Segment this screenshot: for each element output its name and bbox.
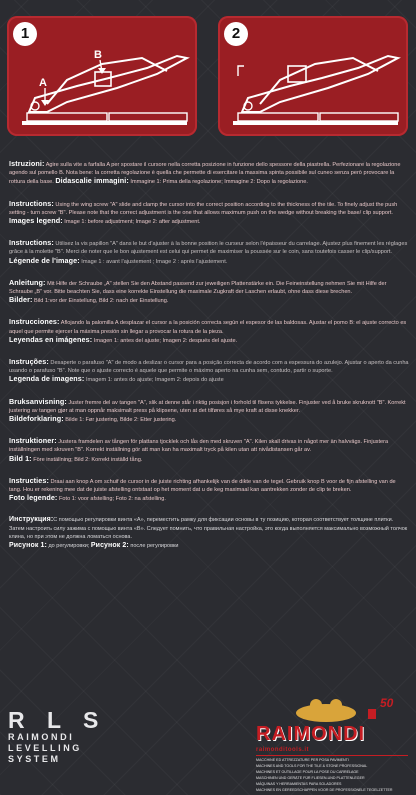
tile-leveling-pliers-illustration xyxy=(7,16,197,136)
mascot-head-shape xyxy=(310,699,322,711)
instruction-label: Instrucciones: xyxy=(9,317,60,327)
instruction-text: Desaperte o parafuso "A" de modo a deslizar o cursor para a posição correcta de acordo com a espessura do azulejo. Ajustar o aperto da cunha usando o parafuso "B". Note que o ajuste correcto é aquele que permite o máximo aperto na cunha sem, contudo, partir o suporte. xyxy=(9,360,409,375)
instruction-label: Instructions: xyxy=(9,198,54,208)
instructions-section xyxy=(9,160,409,563)
anniversary-badge: 50 xyxy=(380,696,394,710)
instruction-label: Instruções: xyxy=(9,357,49,367)
rls-line: LEVELLING xyxy=(8,743,82,753)
illustration-before-adjustment xyxy=(7,16,197,136)
legend-label: Bild 1: xyxy=(9,453,32,463)
legend-text: Bild 1:vor der Einstellung, Bild 2: nach der Einstellung. xyxy=(34,298,169,305)
legend-text: после регулировки xyxy=(130,542,179,549)
instruction-text: Mit Hilfe der Schraube „A" stellen Sie den Abstand passend zur jeweiligen Plattenstärke ein. Die Feineinstellung nehmen Sie mit Hilfe der Schraube „B" vor. Bitte beachten Sie, dass eine korrekte Einstellung die maximale Zugkraft der Laschen erlaubt, ohne dass diese brechen. xyxy=(9,280,387,296)
brand-tagline: MACHINES EN GEREEDSCHAPPEN VOOR DE PROFESSIONELE TEGELZETTER xyxy=(256,788,393,792)
instruction-block-no xyxy=(9,398,409,425)
legend-label: Legenda de imagens: xyxy=(9,374,85,384)
step-number-badge: 2 xyxy=(224,22,248,46)
instruction-text: Juster fremre del av tangen "A", slik at denne står i riktig posisjon i forhold til flisens tykkelse. Finjuster ved å bruke skruknott "B". Korrekt justering av tangen gjør at man oppnår maksimalt press på klipsene, uten at det tilføres så mye kraft at disse knekker. xyxy=(9,399,406,414)
legend-text: Bilde 1: Før justering, Bilde 2: Etter justering. xyxy=(65,417,177,424)
instruction-block-fr xyxy=(9,239,409,266)
instruction-block-en xyxy=(9,200,409,227)
legend-label: Didascalie immagini: xyxy=(55,176,129,186)
instruction-text: Aflojando la palomilla A desplazar el cursor a la posición correcta según el espesor de las baldosas. Ajustar el pomo B: el ajuste correcto es aquel que permite ejercer la máxima presión sin llegar a provocar la rotura de la pieza. xyxy=(9,320,407,335)
instruction-label: Инструкция: xyxy=(9,516,54,524)
brand-tagline: MASCHINEN UND GERÄTE FÜR FLIESEN-UND PLATTENLEGER xyxy=(256,776,365,780)
rls-product-logo xyxy=(8,708,106,765)
instruction-block-es xyxy=(9,318,409,345)
legend-label: Рисунок 2: xyxy=(90,541,129,549)
rls-line: RAIMONDI xyxy=(8,732,75,742)
instruction-label: Instructies: xyxy=(9,475,49,485)
step-number-badge: 1 xyxy=(13,22,37,46)
instruction-label: Istruzioni: xyxy=(9,159,45,168)
legend-text: Image 1 : avant l'ajustement ; Image 2 : après l'ajustement. xyxy=(81,258,228,265)
raimondi-mascot-logo xyxy=(256,695,408,723)
tile-shape xyxy=(109,113,187,121)
arrow-b-head-icon xyxy=(98,68,106,74)
brand-url: raimonditools.it xyxy=(256,747,309,753)
instruction-text: Agire sulla vite a farfalla A per spostare il cursore nella corretta posizione in funzione dello spessore della piastrella. Perfezionare la regolazione agendo sul pomello B. Nota bene: la corretta regolazione è quella che permette di esercitare la massima spinta possibile sul cuneo senza però provocare la rottura della base. xyxy=(9,162,401,186)
instruction-block-nl xyxy=(9,477,409,504)
pliers-handle xyxy=(47,58,167,104)
instruction-block-ru xyxy=(9,516,409,550)
label-a: A xyxy=(39,77,47,89)
legend-label: Leyendas en imágenes: xyxy=(9,334,93,344)
legend-label: Bilder: xyxy=(9,295,33,305)
brand-tagline: MACCHINE ED ATTREZZATURE PER POSA PAVIMENTI xyxy=(256,758,349,762)
rls-line: SYSTEM xyxy=(8,754,61,764)
instruction-label: Instruktioner: xyxy=(9,436,57,446)
instruction-text: Draai aan knop A om schuif de cursor in de juiste richting afhankelijk van de dikte van de tegel. Gebruik knop B voor de fijn afstelling van de tang. Hou er rekening mee dat de juiste afstelling ontstaat op het moment dat u de keg maximaal kan aantrekken zonder de clip te breken. xyxy=(9,478,396,494)
instruction-label: Bruksanvisning: xyxy=(9,396,67,406)
legend-label: Légende de l'image: xyxy=(9,255,80,265)
mascot-shape xyxy=(296,704,356,722)
instruction-label: Instructions: xyxy=(9,238,54,248)
rls-title: R L S xyxy=(8,707,107,733)
brand-tagline: MÁQUINAS Y HERRAMIENTAS PARA SOLADORES xyxy=(256,782,342,786)
illustration-after-adjustment xyxy=(218,16,408,136)
pliers-outline xyxy=(242,56,398,112)
label-b: B xyxy=(94,49,102,61)
legend-text: Imagen 1: antes del ajuste; Imagen 2: después del ajuste. xyxy=(93,337,238,344)
pliers-outline xyxy=(29,56,187,112)
legend-label: Images legend: xyxy=(9,216,63,226)
legend-label: Foto legende: xyxy=(9,493,58,503)
instruction-text: Utilisez la vis papillon "A" dans le but d'ajuster à la bonne position le curseur selon l'épaisseur du carrelage. Ajustez plus finement les réglages grâce à la molette "B". Merci de noter que le bon ajustement est celui qui permet de maximiser la poussée sur le coin, sans toutefois casser le clip/support. xyxy=(9,241,408,256)
instruction-text: Justera framdelen av tången för plattans tjocklek och lås den med skruven "A". Kilen skall drivas in något mer än halvvägs. Finjustera inställningen med skruven "B". Korrekt inställning gör att man kan ha maximalt tryck på kilen utan att nivådistansen går av. xyxy=(9,439,389,454)
brand-tagline: MACHINES ET OUTILLAGE POUR LA POSE DU CARRELAGE xyxy=(256,770,359,774)
tension-bracket-shape xyxy=(238,66,244,76)
instruction-block-sv xyxy=(9,437,409,464)
instruction-block-de xyxy=(9,279,409,306)
brand-tagline: MACHINES AND TOOLS FOR THE TILE & STONE PROFESSIONAL xyxy=(256,764,368,768)
instruction-label: Anleitung: xyxy=(9,277,46,287)
tile-leveling-pliers-illustration xyxy=(218,16,408,136)
brand-name: RAIMONDI xyxy=(256,723,366,745)
mascot-head-shape xyxy=(330,699,342,711)
tile-shape xyxy=(27,113,107,121)
raimondi-brand-block xyxy=(256,695,408,793)
divider xyxy=(256,755,408,756)
tile-shape xyxy=(320,113,398,121)
legend-label: Bildeforklaring: xyxy=(9,414,64,424)
pliers-handle xyxy=(260,58,378,104)
instruction-text: Using the wing screw "A" slide and clamp the cursor into the correct position according to the thickness of the tile. To finely adjust the push setting - turn screw "B". Please note that the correct adjustment is the one that allows maximum push on the wedge without breaking the base/ clip support. xyxy=(9,201,398,216)
legend-text: до регулировки; xyxy=(48,542,90,549)
legend-text: Före inställning; Bild 2: Korrekt inställd tång. xyxy=(33,456,143,463)
instruction-block-it xyxy=(9,160,409,187)
instruction-block-pt xyxy=(9,358,409,385)
legend-text: Image 1: before adjustment; Image 2: after adjustment. xyxy=(64,219,201,226)
figure-shape xyxy=(368,709,376,719)
legend-text: Immagine 1: Prima della regolazione; Immagine 2: Dopo la regolazione. xyxy=(130,179,308,186)
legend-text: Foto 1: voor afstelling; Foto 2: na afstelling. xyxy=(58,496,166,503)
legend-text: Imagem 1: antes do ajuste; Imagem 2: depois do ajuste xyxy=(85,377,224,384)
tile-shape xyxy=(238,113,318,121)
legend-label: Рисунок 1: xyxy=(9,541,47,549)
instruction-text: С помощью регулировки винта «А», переместить рамку для фиксации основы в ту позицию, которая соответствует толщине плитки. Затем настроить силу зажима с помощью винта «В». Следует помнить, что правильная настройка, это когда выполняется максимально возможный толчок клина, но при этом не должна ломаться основа. xyxy=(9,517,408,541)
